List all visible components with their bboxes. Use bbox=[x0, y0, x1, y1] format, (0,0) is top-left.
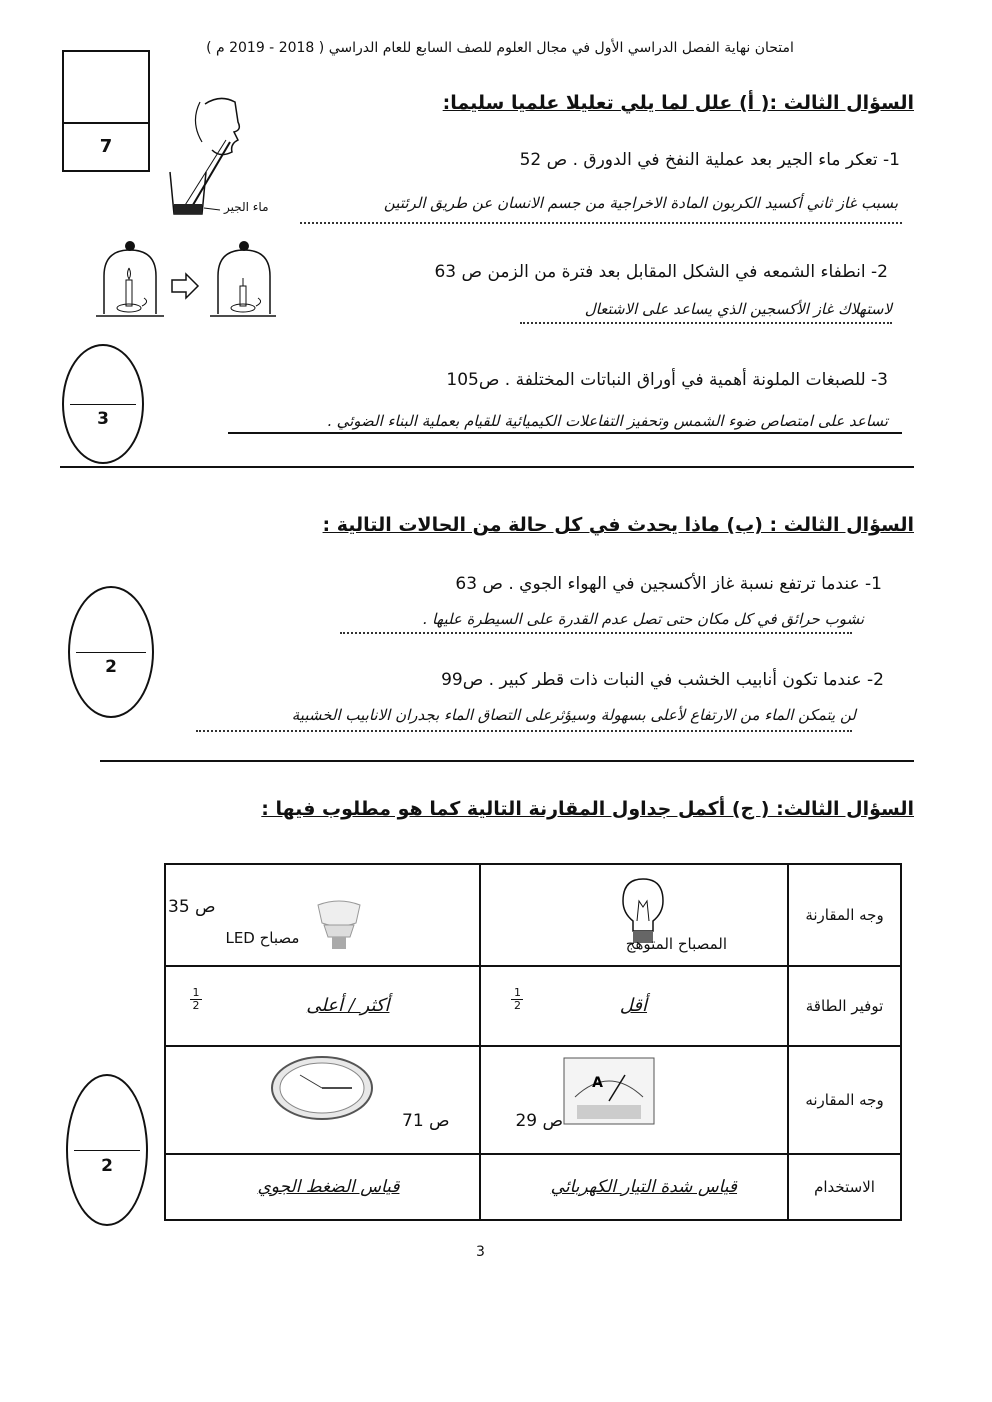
page-number: 3 bbox=[476, 1244, 485, 1260]
barometer-cell bbox=[165, 1046, 480, 1154]
incandescent-energy-cell bbox=[480, 966, 788, 1046]
answer-line bbox=[300, 222, 902, 224]
exam-header: امتحان نهاية الفصل الدراسي الأول في مجال العلوم للصف السابع للعام الدراسي ( 2018 - 2019 م ) bbox=[206, 40, 794, 56]
barometer-use-value: قياس الضغط الجوي bbox=[257, 1177, 400, 1197]
ammeter-cell bbox=[480, 1046, 788, 1154]
section-b-title: السؤال الثالث : (ب) ماذا يحدث في كل حالة من الحالات التالية : bbox=[322, 514, 914, 536]
section-b-question-1: 1- عندما ترتفع نسبة غاز الأكسجين في الهواء الجوي . ص 63 bbox=[455, 574, 882, 594]
incandescent-energy-value: أقل bbox=[619, 995, 648, 1016]
section-a-answer-3: تساعد على امتصاص ضوء الشمس وتحفيز التفاعلات الكيميائية للقيام بعملية البناء الضوئي . bbox=[327, 412, 888, 430]
section-c-title: السؤال الثالث: ( ج) أكمل جداول المقارنة التالية كما هو مطلوب فيها : bbox=[261, 798, 914, 820]
score-a-value: 3 bbox=[97, 408, 109, 429]
ammeter-use-value: قياس شدة التيار الكهربائي bbox=[550, 1177, 738, 1197]
row-label: توفير الطاقة bbox=[788, 966, 901, 1046]
section-b-answer-1: نشوب حرائق في كل مكان حتى تصل عدم القدرة على السيطرة عليها . bbox=[422, 610, 864, 628]
fraction-numerator: 1 bbox=[192, 986, 200, 999]
incandescent-label: المصباح المتوهج bbox=[625, 935, 728, 953]
ammeter-use-cell bbox=[480, 1154, 788, 1220]
section-a-title: السؤال الثالث :( أ) علل لما يلي تعليلا علميا سليما: bbox=[442, 92, 914, 114]
score-oval-a bbox=[62, 344, 144, 464]
section-b-answer-2: لن يتمكن الماء من الارتفاع لأعلى بسهولة وسيؤثرعلى التصاق الماء بجدران الانابيب الخشبية bbox=[291, 706, 856, 724]
table-row bbox=[165, 864, 901, 966]
led-energy-value: أكثر / أعلى bbox=[306, 995, 390, 1016]
candle-jar-figure bbox=[96, 236, 276, 322]
section-a-question-2: 2- انطفاء الشمعه في الشكل المقابل بعد فترة من الزمن ص 63 bbox=[434, 262, 888, 282]
row-label: وجه المقارنه bbox=[788, 1046, 901, 1154]
section-a-answer-2: لاستهلاك غاز الأكسجين الذي يساعد على الاشتعال bbox=[584, 300, 892, 318]
led-page-ref: ص 35 bbox=[168, 897, 216, 917]
limewater-label: ماء الجير bbox=[224, 200, 269, 214]
section-divider bbox=[60, 466, 914, 468]
ammeter-page-ref: ص 29 bbox=[515, 1111, 564, 1131]
comparison-table bbox=[164, 863, 902, 1221]
score-oval-b bbox=[68, 586, 154, 718]
section-b-question-2: 2- عندما تكون أنابيب الخشب في النبات ذات قطر كبير . ص99 bbox=[441, 670, 884, 690]
score-b-value: 2 bbox=[105, 657, 117, 678]
fraction-denominator: 2 bbox=[513, 999, 521, 1012]
score-fraction bbox=[511, 987, 523, 1012]
row-label: وجه المقارنة bbox=[788, 864, 901, 966]
answer-line bbox=[228, 432, 902, 434]
score-box-total bbox=[62, 50, 150, 172]
section-divider bbox=[100, 760, 914, 762]
section-a-answer-1: بسبب غاز ثاني أكسيد الكربون المادة الاخراجية من جسم الانسان عن طريق الرئتين bbox=[383, 194, 898, 212]
fraction-denominator: 2 bbox=[192, 999, 200, 1012]
ammeter-letter: A bbox=[592, 1075, 604, 1091]
score-total-value: 7 bbox=[99, 136, 113, 157]
answer-line bbox=[340, 632, 852, 634]
led-bulb-icon bbox=[316, 899, 362, 955]
answer-line bbox=[196, 730, 852, 732]
section-a-question-1: 1- تعكر ماء الجير بعد عملية النفخ في الدورق . ص 52 bbox=[519, 150, 900, 170]
led-energy-cell bbox=[165, 966, 480, 1046]
led-label: مصباح LED bbox=[225, 929, 300, 947]
table-row bbox=[165, 966, 901, 1046]
incandescent-cell bbox=[480, 864, 788, 966]
barometer-use-cell bbox=[165, 1154, 480, 1220]
led-cell bbox=[165, 864, 480, 966]
answer-line bbox=[520, 322, 892, 324]
barometer-icon bbox=[270, 1055, 374, 1121]
table-row bbox=[165, 1046, 901, 1154]
score-fraction bbox=[190, 987, 202, 1012]
score-c-value: 2 bbox=[101, 1155, 113, 1176]
section-a-question-3: 3- للصبغات الملونة أهمية في أوراق النباتات المختلفة . ص105 bbox=[446, 370, 888, 390]
table-row bbox=[165, 1154, 901, 1220]
ammeter-icon bbox=[563, 1057, 655, 1125]
fraction-numerator: 1 bbox=[513, 986, 521, 999]
row-label: الاستخدام bbox=[788, 1154, 901, 1220]
score-oval-c bbox=[66, 1074, 148, 1226]
barometer-page-ref: ص 71 bbox=[402, 1111, 450, 1131]
